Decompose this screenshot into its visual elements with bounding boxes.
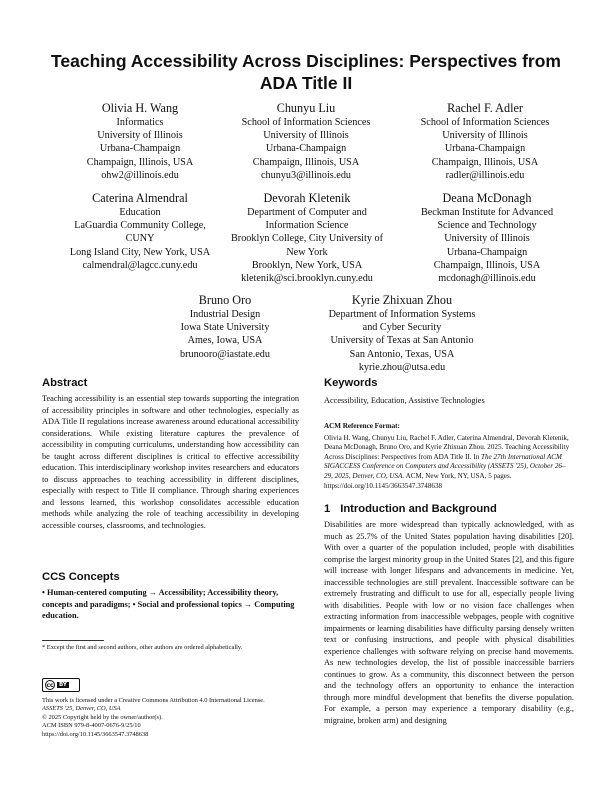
author-email: calmendral@lagcc.cuny.edu xyxy=(82,259,198,271)
isbn-line: ACM ISBN 979-8-4007-0676-9/25/10 xyxy=(42,722,141,730)
paper-title: Teaching Accessibility Across Disciplines: Perspectives from ADA Title II xyxy=(51,51,561,93)
keywords-section xyxy=(324,376,574,407)
author-block xyxy=(60,100,220,182)
author-block xyxy=(400,100,570,182)
author-block xyxy=(52,190,228,272)
ccs-item: Social and professional topics → Computing education. xyxy=(42,599,295,620)
author-location: Brooklyn, New York, USA xyxy=(251,259,363,271)
reference-section xyxy=(324,422,574,491)
author-block xyxy=(226,100,386,182)
author-block xyxy=(310,292,494,374)
author-email: brunooro@iastate.edu xyxy=(179,348,270,360)
author-name: Kyrie Zhixuan Zhou xyxy=(351,293,453,307)
author-name: Caterina Almendral xyxy=(92,191,188,205)
abstract-section xyxy=(42,376,299,531)
author-email: chunyu3@illinois.edu xyxy=(260,169,352,181)
footnote: * Except the first and second authors, other authors are ordered alphabetically. xyxy=(42,644,243,651)
ccs-section xyxy=(42,570,299,622)
author-affiliation: School of Information Sciences xyxy=(241,117,371,128)
author-location: San Antonio, Texas, USA xyxy=(349,348,455,360)
author-email: kletenik@sci.brooklyn.cuny.edu xyxy=(241,273,373,285)
author-affiliation: Beckman Institute for Advanced xyxy=(420,207,554,218)
doi-line: https://doi.org/10.1145/3663547.3748638 xyxy=(42,730,149,738)
author-affiliation: Urbana-Champaign xyxy=(265,143,347,155)
reference-venue: The 27th International ACM SIGACCESS Conference on Computers and Accessibility (ASSETS '25), October 26–29, 2025, Denver, CO, USA. xyxy=(324,452,566,480)
keywords-text: Accessibility, Education, Assistive Technologies xyxy=(324,396,485,405)
ccs-bullet: • xyxy=(132,599,136,609)
author-block xyxy=(224,190,390,285)
conference-line: ASSETS '25, Denver, CO, USA xyxy=(42,705,121,713)
author-affiliation: Iowa State University xyxy=(180,322,270,334)
reference-text xyxy=(324,434,574,492)
ccs-concepts xyxy=(42,587,299,622)
creative-commons-badge xyxy=(42,678,80,692)
reference-heading: ACM Reference Format: xyxy=(324,422,400,430)
author-block xyxy=(150,292,300,361)
author-affiliation: LaGuardia Community College, xyxy=(74,220,206,232)
author-location: Champaign, Illinois, USA xyxy=(431,156,539,168)
author-affiliation: New York xyxy=(286,246,328,258)
license-text: This work is licensed under a Creative Commons Attribution 4.0 International License. xyxy=(42,697,265,704)
author-email: kyrie.zhou@utsa.edu xyxy=(358,361,446,373)
author-affiliation: Informatics xyxy=(116,117,164,128)
introduction-heading xyxy=(324,502,574,516)
ccs-heading: CCS Concepts xyxy=(42,571,120,583)
author-email: ohw2@illinois.edu xyxy=(101,169,179,181)
introduction-section xyxy=(324,502,574,726)
author-affiliation: University of Texas at San Antonio xyxy=(330,335,474,347)
author-affiliation: Industrial Design xyxy=(189,309,261,320)
author-name: Deana McDonagh xyxy=(442,191,532,205)
author-block xyxy=(402,190,572,285)
author-affiliation: Education xyxy=(119,207,161,218)
author-email: radler@illinois.edu xyxy=(445,169,525,181)
abstract-heading: Abstract xyxy=(42,377,88,389)
author-affiliation: University of Illinois xyxy=(442,130,528,142)
author-location: Champaign, Illinois, USA xyxy=(86,156,194,168)
author-affiliation: Brooklyn College, City University of xyxy=(231,233,383,245)
introduction-text: Disabilities are more widespread than typically acknowledged, with as much as 25.7% of the United States population having disabilities [20]. With over a quarter of the population included, people with disabilities comprise the largest minority group in the United States [2], and this figure will increase with longer lifespans and advancements in medicine. Yet, inaccessible technologies are still prevalent. Inaccessible software can be extremely frustrating and difficult to use for all, especially people living with disabilities. People with low or no vision face challenges when extracting information from inaccessible webpages, people with cognitive impairments or learning disabilities have difficulty parsing densely written text or confusing instructions, and people with physical disabilities experience challenges with software relying on precise hand movements. As new technologies develop, the list of possible inaccessible barriers continues to grow. As a community, this disconnect between the person and the technology offers an opportunity to enhance the interaction through more mindful development that benefits the diverse population. For example, a person may experience a temporary disability (e.g., migraine, broken arm) and designing xyxy=(324,520,574,725)
cc-by-icon: BY xyxy=(59,682,67,688)
author-affiliation: Department of Information Systems xyxy=(328,309,476,320)
author-affiliation: Urbana-Champaign xyxy=(446,246,528,258)
author-location: Long Island City, New York, USA xyxy=(69,246,211,258)
author-location: Ames, Iowa, USA xyxy=(187,335,263,347)
license-block xyxy=(42,697,299,739)
author-affiliation: Urbana-Champaign xyxy=(99,143,181,155)
author-affiliation: School of Information Sciences xyxy=(420,117,550,128)
author-location: Champaign, Illinois, USA xyxy=(433,259,541,271)
author-affiliation: CUNY xyxy=(125,233,155,245)
footnote-rule xyxy=(42,640,104,641)
author-affiliation: University of Illinois xyxy=(263,130,349,142)
reference-publisher: ACM, New York, NY, USA, 5 pages. https://doi.org/10.1145/3663547.3748638 xyxy=(324,471,512,490)
author-name: Olivia H. Wang xyxy=(101,101,179,115)
section-title: Introduction and Background xyxy=(340,503,497,515)
author-name: Devorah Kletenik xyxy=(263,191,351,205)
author-email: mcdonagh@illinois.edu xyxy=(438,273,536,285)
author-affiliation: Urbana-Champaign xyxy=(444,143,526,155)
author-name: Chunyu Liu xyxy=(276,101,336,115)
ccs-item: Human-centered computing → Accessibility; Accessibility theory, concepts and paradigms; xyxy=(42,588,279,609)
author-affiliation: Department of Computer and xyxy=(247,207,367,218)
keywords-heading: Keywords xyxy=(324,377,378,389)
author-affiliation: University of Illinois xyxy=(97,130,183,142)
author-name: Bruno Oro xyxy=(198,293,252,307)
author-affiliation: Science and Technology xyxy=(437,220,537,232)
reference-authors: Olivia H. Wang, Chunyu Liu, Rachel F. Adler, Caterina Almendral, Devorah Kletenik, Deana McDonagh, Bruno Oro, and Kyrie Zhixuan Zhou. 2025. Teaching Accessibility Across Disciplines: Perspectives from ADA Title II. In xyxy=(324,433,570,461)
cc-icon: cc xyxy=(46,682,54,689)
author-location: Champaign, Illinois, USA xyxy=(252,156,360,168)
author-affiliation: and Cyber Security xyxy=(362,322,442,334)
copyright-line: © 2025 Copyright held by the owner/author(s). xyxy=(42,713,163,721)
abstract-text: Teaching accessibility is an essential step towards supporting the integration of accessibility principles in software and other technologies, especially as ADA Title II regulations increase awareness around educational accessibility considerations. While existing literature captures the prevalence of accessibility in computing curriculums, understanding how accessibility can be taught across different disciplines is critical to effective accessibility education. This interdisciplinary workshop invites researchers and educators to discuss approaches to teaching accessibility in different disciplines, especially with respect to Title II compliance. Through sharing experiences and lessons learned, this workshop consolidates accessible education methods while analyzing the role of teaching accessibility in developing accessible courses, classrooms, and technologies. xyxy=(42,394,299,530)
author-affiliation: University of Illinois xyxy=(444,233,530,245)
ccs-bullet: • xyxy=(42,588,45,597)
author-affiliation: Information Science xyxy=(265,220,349,232)
author-name: Rachel F. Adler xyxy=(447,101,523,115)
section-number: 1 xyxy=(324,503,331,515)
